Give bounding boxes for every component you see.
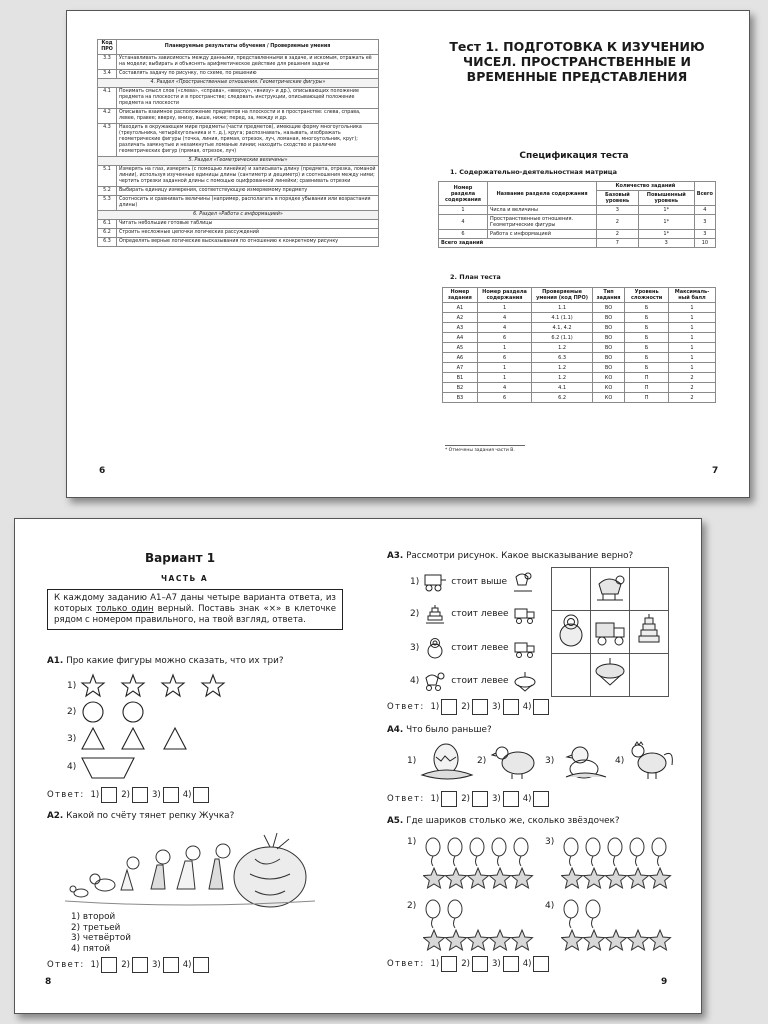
a3-statement-1: 1) стоит выше xyxy=(410,571,536,593)
plan-cell: ВО xyxy=(592,353,624,363)
star-icon xyxy=(584,868,605,888)
section-row xyxy=(98,79,379,88)
plan-header: Уровень сложности xyxy=(625,288,669,303)
star-icon xyxy=(562,868,583,888)
grid-cell-top xyxy=(591,654,630,697)
plan-cell: А1 xyxy=(443,303,478,313)
footnote: * Отмечены задания части В. xyxy=(445,445,525,453)
plan-cell: 6 xyxy=(477,333,531,343)
section-row xyxy=(98,157,379,166)
a3-statement-2: 2) стоит левее xyxy=(410,603,538,625)
test-plan-table xyxy=(442,287,716,403)
plan-cell: П xyxy=(625,393,669,403)
plan-cell: В1 xyxy=(443,373,478,383)
balloon-string xyxy=(432,856,434,866)
plan-cell: 4 xyxy=(477,323,531,333)
outcome-code: 6.1 xyxy=(98,220,117,229)
balloon-icon xyxy=(448,900,462,918)
outcome-row xyxy=(98,220,379,229)
plan-cell: 4 xyxy=(477,313,531,323)
cracked-egg-nest-icon xyxy=(418,741,474,781)
a5-option-2-balloons-stars xyxy=(423,897,543,953)
turnip-pulling-illustration xyxy=(65,829,315,911)
matrix-cell-total: 3 xyxy=(694,215,715,230)
matrix-header-advanced: Повышенный уровень xyxy=(638,191,694,206)
matrix-header-basic: Базовый уровень xyxy=(597,191,639,206)
plan-cell: Б xyxy=(625,303,669,313)
a4-option-2: 2) xyxy=(477,741,544,781)
plan-cell: 1 xyxy=(669,363,716,373)
balloon-icon xyxy=(564,838,578,856)
star-icon xyxy=(606,930,627,950)
toy-horse-cart-icon xyxy=(422,670,448,692)
section-title: 4. Раздел «Пространственные отношения. Геометрические фигуры» xyxy=(98,79,379,88)
outcome-text: Соотносить и сравнивать величины (например, располагать в порядке убывания или возрастания длины) xyxy=(117,196,379,211)
a5-option-4-balloons-stars xyxy=(561,897,691,953)
rooster-icon xyxy=(626,741,682,781)
star-icon xyxy=(606,868,627,888)
a5-option-4: 4) xyxy=(545,901,555,911)
star-icon xyxy=(490,868,511,888)
grid-cell-pyramid xyxy=(630,611,669,654)
content-matrix-table xyxy=(438,181,716,248)
a3-checkbox-4[interactable] xyxy=(533,699,549,715)
a1-checkbox-1[interactable] xyxy=(101,787,117,803)
outcome-code: 4.2 xyxy=(98,109,117,124)
a4-option-1: 1) xyxy=(407,741,474,781)
toy-truck-icon xyxy=(512,637,538,659)
plan-row xyxy=(443,313,716,323)
matrix-header-name: Название раздела содержания xyxy=(488,182,597,206)
plan-cell: ВО xyxy=(592,333,624,343)
balloon-icon xyxy=(564,900,578,918)
balloon-icon xyxy=(586,838,600,856)
outcome-row xyxy=(98,187,379,196)
a2-answer-row: Ответ: 1) 2) 3) 4) xyxy=(47,957,213,973)
plan-cell: Б xyxy=(625,363,669,373)
star-icon xyxy=(446,868,467,888)
balloon-string xyxy=(432,918,434,928)
a1-answer-row: Ответ: 1) 2) 3) 4) xyxy=(47,787,213,803)
plan-cell: 1 xyxy=(669,303,716,313)
outcome-text: Строить несложные цепочки логических рассуждений xyxy=(117,229,379,238)
plan-cell: 2 xyxy=(669,383,716,393)
star-icon xyxy=(584,930,605,950)
matrix-header-count: Количество заданий xyxy=(597,182,695,191)
plan-header: Номер задания xyxy=(443,288,478,303)
plan-row xyxy=(443,333,716,343)
plan-header: Максимальный балл xyxy=(669,288,716,303)
page-number-9: 9 xyxy=(661,977,668,987)
plan-cell: 2 xyxy=(669,373,716,383)
balloon-string xyxy=(476,856,478,866)
star-icon xyxy=(628,868,649,888)
question-a4: А4. Что было раньше? xyxy=(387,725,492,735)
plan-cell: 1 xyxy=(669,313,716,323)
balloon-icon xyxy=(426,838,440,856)
outcome-text: Измерять на глаз, измерять (с помощью линейки) и записывать длину (предмета, отрезка, ломаной линии), используя изученные единицы длины (сантиметр и дециметр) и соотношения между ними; чертить отрезки заданной длины с помощью оцифрованной линейки; сравнивать отрезки xyxy=(117,166,379,187)
a3-checkbox-3[interactable] xyxy=(503,699,519,715)
a4-checkbox-2[interactable] xyxy=(472,791,488,807)
plan-header: Проверяемые умения (код ПРО) xyxy=(532,288,593,303)
plan-cell: 6.3 xyxy=(532,353,593,363)
a4-option-3: 3) xyxy=(545,741,612,781)
outcome-code: 5.1 xyxy=(98,166,117,187)
a2-checkbox-4[interactable] xyxy=(193,957,209,973)
a5-answer-row: Ответ: 1) 2) 3) 4) xyxy=(387,956,553,972)
instructions-box: К каждому заданию А1–А7 даны четыре варианта ответа, из которых только один верный. Поставь знак «×» в клеточке рядом с номером правильного, на твой взгляд, ответа. xyxy=(47,589,343,630)
plan-cell: ВО xyxy=(592,343,624,353)
question-a5: А5. Где шариков столько же, сколько звёздочек? xyxy=(387,816,620,826)
plan-cell: 6.2 (1.1) xyxy=(532,333,593,343)
grid-cell-empty xyxy=(630,568,669,611)
star-icon xyxy=(490,930,511,950)
plan-cell: 1 xyxy=(669,333,716,343)
plan-cell: ВО xyxy=(592,363,624,373)
plan-row xyxy=(443,303,716,313)
matrix-total-total: 10 xyxy=(694,239,715,248)
spinning-top-icon xyxy=(591,654,629,692)
matrix-cell-total: 4 xyxy=(694,206,715,215)
plan-cell: 1.2 xyxy=(532,363,593,373)
a3-checkbox-2[interactable] xyxy=(472,699,488,715)
plan-title: 2. План теста xyxy=(450,273,501,281)
outcome-text: Выбирать единицу измерения, соответствующую измеряемому предмету xyxy=(117,187,379,196)
balloon-icon xyxy=(630,838,644,856)
plan-cell: 1.1 xyxy=(532,303,593,313)
desc-header: Планируемые результаты обучения / Проверяемые умения xyxy=(117,40,379,55)
balloon-icon xyxy=(492,838,506,856)
a2-checkbox-3[interactable] xyxy=(163,957,179,973)
outcome-row xyxy=(98,238,379,247)
plan-cell: В3 xyxy=(443,393,478,403)
triangles-icon xyxy=(80,726,200,752)
matrix-total-advanced: 3 xyxy=(638,239,694,248)
outcome-code: 4.3 xyxy=(98,124,117,157)
a2-checkbox-1[interactable] xyxy=(101,957,117,973)
plan-cell: 6.2 xyxy=(532,393,593,403)
code-header: Код ПРО xyxy=(98,40,117,55)
balloon-string xyxy=(658,856,660,866)
plan-cell: 2 xyxy=(669,393,716,403)
matrix-total-basic: 7 xyxy=(597,239,639,248)
matrix-cell-total: 3 xyxy=(694,230,715,239)
outcome-code: 3.3 xyxy=(98,55,117,70)
a5-option-2: 2) xyxy=(407,901,417,911)
balloon-string xyxy=(454,856,456,866)
trapezoid-icon xyxy=(80,754,140,780)
balloon-string xyxy=(636,856,638,866)
outcome-text: Понимать смысл слов («слева», «справа», «вверху», «внизу» и др.), описывающих положение предмета на плоскости и в пространстве; следовать инструкции, описывающей положение предмета на плоскости xyxy=(117,88,379,109)
plan-cell: 4.1 xyxy=(532,383,593,393)
plan-header: Номер раздела содержания xyxy=(477,288,531,303)
chick-icon xyxy=(556,741,612,781)
plan-cell: 4.1, 4.2 xyxy=(532,323,593,333)
balloon-icon xyxy=(448,838,462,856)
page-number-6: 6 xyxy=(99,466,106,476)
matrix-title: 1. Содержательно-деятельностная матрица xyxy=(450,168,618,176)
grid-cell-empty xyxy=(552,568,591,611)
outcome-code: 3.4 xyxy=(98,70,117,79)
a4-checkbox-1[interactable] xyxy=(441,791,457,807)
outcome-row xyxy=(98,196,379,211)
a5-checkbox-1[interactable] xyxy=(441,956,457,972)
plan-cell: КО xyxy=(592,383,624,393)
balloon-string xyxy=(498,856,500,866)
plan-row xyxy=(443,363,716,373)
grid-cell-truck xyxy=(591,611,630,654)
outcome-text: Читать небольшие готовые таблицы xyxy=(117,220,379,229)
a2-choice-2: 2) третьей xyxy=(71,922,121,933)
star-icon xyxy=(628,930,649,950)
balloon-string xyxy=(592,918,594,928)
plan-cell: Б xyxy=(625,313,669,323)
outcome-row xyxy=(98,55,379,70)
learning-outcomes-table xyxy=(97,39,379,247)
matrix-total-label: Всего заданий xyxy=(439,239,597,248)
star-icon xyxy=(468,930,489,950)
plan-cell: ВО xyxy=(592,323,624,333)
a4-checkbox-3[interactable] xyxy=(503,791,519,807)
plan-cell: Б xyxy=(625,333,669,343)
a1-checkbox-3[interactable] xyxy=(163,787,179,803)
a1-checkbox-2[interactable] xyxy=(132,787,148,803)
plan-cell: Б xyxy=(625,343,669,353)
a1-checkbox-4[interactable] xyxy=(193,787,209,803)
spec-title: Спецификация теста xyxy=(519,151,629,161)
matrix-row xyxy=(439,230,716,239)
toy-horse-icon xyxy=(591,568,629,606)
a4-checkbox-4[interactable] xyxy=(533,791,549,807)
spinning-top-icon xyxy=(512,670,538,692)
plan-cell: ВО xyxy=(592,313,624,323)
matrix-header-total: Всего xyxy=(694,182,715,206)
plan-cell: 1 xyxy=(477,363,531,373)
star-icon xyxy=(650,930,671,950)
matrix-row xyxy=(439,215,716,230)
star-icon xyxy=(468,868,489,888)
a5-checkbox-3[interactable] xyxy=(503,956,519,972)
a4-answer-row: Ответ: 1) 2) 3) 4) xyxy=(387,791,553,807)
grid-cell-matryoshka xyxy=(552,611,591,654)
plan-cell: 1 xyxy=(669,353,716,363)
plan-cell: 1 xyxy=(669,323,716,333)
a1-option-2: 2) xyxy=(67,699,160,725)
matrix-total-row xyxy=(439,239,716,248)
a5-option-1: 1) xyxy=(407,837,417,847)
variant-title: Вариант 1 xyxy=(145,551,216,565)
question-a2: А2. Какой по счёту тянет репку Жучка? xyxy=(47,811,235,821)
grid-cell-horse xyxy=(591,568,630,611)
matrix-cell-advanced: 1* xyxy=(638,206,694,215)
plan-cell: П xyxy=(625,383,669,393)
matrix-cell-num: 1 xyxy=(439,206,488,215)
outcome-text: Определять верные логические высказывания по отношению к конкретному рисунку xyxy=(117,238,379,247)
plan-cell: 1.2 xyxy=(532,343,593,353)
part-title: ЧАСТЬ А xyxy=(161,574,209,583)
pyramid-toy-icon xyxy=(630,611,668,649)
plan-cell: КО xyxy=(592,373,624,383)
star-icon xyxy=(512,930,533,950)
outcome-row xyxy=(98,70,379,79)
a4-option-4: 4) xyxy=(615,741,682,781)
plan-cell: Б xyxy=(625,323,669,333)
outcome-row xyxy=(98,229,379,238)
top-book-spread xyxy=(66,10,750,498)
underlined-only-one: только один xyxy=(96,604,154,614)
outcome-code: 4.1 xyxy=(98,88,117,109)
plan-row xyxy=(443,323,716,333)
matrix-cell-advanced: 1* xyxy=(638,230,694,239)
outcome-text: Составлять задачу по рисунку, по схеме, по решению xyxy=(117,70,379,79)
balloon-icon xyxy=(514,838,528,856)
question-a1: А1. Про какие фигуры можно сказать, что их три? xyxy=(47,656,284,666)
test-title: Тест 1. ПОДГОТОВКА К ИЗУЧЕНИЮ ЧИСЕЛ. ПРОСТРАНСТВЕННЫЕ И ВРЕМЕННЫЕ ПРЕДСТАВЛЕНИЯ xyxy=(449,39,705,84)
page-number-8: 8 xyxy=(45,977,52,987)
star-icon xyxy=(512,868,533,888)
a1-option-3: 3) xyxy=(67,726,200,752)
outcome-row xyxy=(98,109,379,124)
matrix-cell-name: Пространственные отношения. Геометрические фигуры xyxy=(488,215,597,230)
plan-cell: А4 xyxy=(443,333,478,343)
plan-cell: 1 xyxy=(477,343,531,353)
plan-cell: 1 xyxy=(477,373,531,383)
a3-statement-4: 4) стоит левее xyxy=(410,670,538,692)
a3-statement-3: 3) стоит левее xyxy=(410,637,538,659)
a5-checkbox-4[interactable] xyxy=(533,956,549,972)
matrix-cell-basic: 2 xyxy=(597,215,639,230)
matrix-cell-num: 4 xyxy=(439,215,488,230)
matryoshka-icon xyxy=(422,637,448,659)
a2-choice-4: 4) пятой xyxy=(71,943,111,954)
toy-truck-icon xyxy=(591,611,629,649)
outcome-code: 5.3 xyxy=(98,196,117,211)
plan-row xyxy=(443,383,716,393)
star-icon xyxy=(424,868,445,888)
plan-row xyxy=(443,353,716,363)
balloon-icon xyxy=(470,838,484,856)
plan-cell: А2 xyxy=(443,313,478,323)
outcome-row xyxy=(98,166,379,187)
matrix-cell-name: Работа с информацией xyxy=(488,230,597,239)
a5-option-3-balloons-stars xyxy=(561,835,691,891)
matrix-cell-basic: 2 xyxy=(597,230,639,239)
a3-checkbox-1[interactable] xyxy=(441,699,457,715)
star-icon xyxy=(562,930,583,950)
balloon-icon xyxy=(426,900,440,918)
a2-checkbox-2[interactable] xyxy=(132,957,148,973)
plan-row xyxy=(443,393,716,403)
plan-cell: А5 xyxy=(443,343,478,353)
grid-cell-empty xyxy=(630,654,669,697)
plan-cell: 1 xyxy=(669,343,716,353)
stars-icon xyxy=(80,673,240,699)
plan-row xyxy=(443,343,716,353)
matrix-header-num: Номер раздела содержания xyxy=(439,182,488,206)
a5-checkbox-2[interactable] xyxy=(472,956,488,972)
balloon-string xyxy=(570,856,572,866)
a5-option-1-balloons-stars xyxy=(423,835,543,891)
toy-cart-icon xyxy=(422,571,448,593)
plan-cell: А7 xyxy=(443,363,478,373)
hen-icon xyxy=(488,741,544,781)
outcome-text: Находить в окружающем мире предметы (части предметов), имеющие форму многоугольника (треугольника, четырёхугольника и т. д.), круга; распознавать, называть, изображать геометрические фигуры (точка, линия, прямая, отрезок, луч, ломаная, многоугольник, круг); различать замкнутые и незамкнутые ломаные линии; находить сходство и различие геометрических фигур (прямая, отрезок, луч) xyxy=(117,124,379,157)
star-icon xyxy=(446,930,467,950)
a2-choice-1: 1) второй xyxy=(71,912,116,922)
plan-cell: КО xyxy=(592,393,624,403)
plan-cell: А3 xyxy=(443,323,478,333)
a1-option-1: 1) xyxy=(67,673,240,699)
section-title: 5. Раздел «Геометрические величины» xyxy=(98,157,379,166)
plan-cell: В2 xyxy=(443,383,478,393)
balloon-string xyxy=(614,856,616,866)
plan-cell: Б xyxy=(625,353,669,363)
balloon-icon xyxy=(586,900,600,918)
plan-cell: 1 xyxy=(477,303,531,313)
plan-cell: 6 xyxy=(477,353,531,363)
plan-cell: 4.1 (1.1) xyxy=(532,313,593,323)
plan-cell: 4 xyxy=(477,383,531,393)
matrix-cell-basic: 3 xyxy=(597,206,639,215)
pyramid-toy-icon xyxy=(422,603,448,625)
matrix-row xyxy=(439,206,716,215)
a2-choices xyxy=(71,912,131,954)
balloon-string xyxy=(592,856,594,866)
balloon-icon xyxy=(608,838,622,856)
page-number-7: 7 xyxy=(712,466,719,476)
circles-icon xyxy=(80,699,160,725)
outcome-code: 6.3 xyxy=(98,238,117,247)
outcome-text: Описывать взаимное расположение предметов на плоскости и в пространстве: слева, справа, левее, правее; вверху, внизу, выше, ниже; перед, за, между и др. xyxy=(117,109,379,124)
plan-cell: А6 xyxy=(443,353,478,363)
outcome-row xyxy=(98,124,379,157)
balloon-string xyxy=(454,918,456,928)
a5-option-3: 3) xyxy=(545,837,555,847)
question-a3: А3. Рассмотри рисунок. Какое высказывание верно? xyxy=(387,551,634,561)
matrix-cell-advanced: 1* xyxy=(638,215,694,230)
plan-cell: ВО xyxy=(592,303,624,313)
grid-cell-empty xyxy=(552,654,591,697)
matrix-cell-name: Числа и величины xyxy=(488,206,597,215)
a1-option-4: 4) xyxy=(67,754,140,780)
balloon-string xyxy=(520,856,522,866)
outcome-row xyxy=(98,88,379,109)
section-row xyxy=(98,211,379,220)
section-title: 6. Раздел «Работа с информацией» xyxy=(98,211,379,220)
balloon-icon xyxy=(652,838,666,856)
outcome-code: 6.2 xyxy=(98,229,117,238)
a3-answer-row: Ответ: 1) 2) 3) 4) xyxy=(387,699,553,715)
star-icon xyxy=(424,930,445,950)
outcome-code: 5.2 xyxy=(98,187,117,196)
outcome-text: Устанавливать зависимость между данными, представленными в задаче, и искомым, отражать её на модели; выбирать и объяснять арифметическое действие для решения задачи xyxy=(117,55,379,70)
matryoshka-icon xyxy=(552,611,590,649)
matrix-cell-num: 6 xyxy=(439,230,488,239)
toy-horse-icon xyxy=(510,571,536,593)
plan-cell: 6 xyxy=(477,393,531,403)
star-icon xyxy=(650,868,671,888)
plan-row xyxy=(443,373,716,383)
toy-truck-icon xyxy=(512,603,538,625)
plan-header: Тип задания xyxy=(592,288,624,303)
plan-cell: 1.2 xyxy=(532,373,593,383)
balloon-string xyxy=(570,918,572,928)
a2-choice-3: 3) четвёртой xyxy=(71,933,131,943)
a3-toys-grid xyxy=(551,567,669,697)
plan-cell: П xyxy=(625,373,669,383)
bottom-book-spread xyxy=(14,518,702,1014)
